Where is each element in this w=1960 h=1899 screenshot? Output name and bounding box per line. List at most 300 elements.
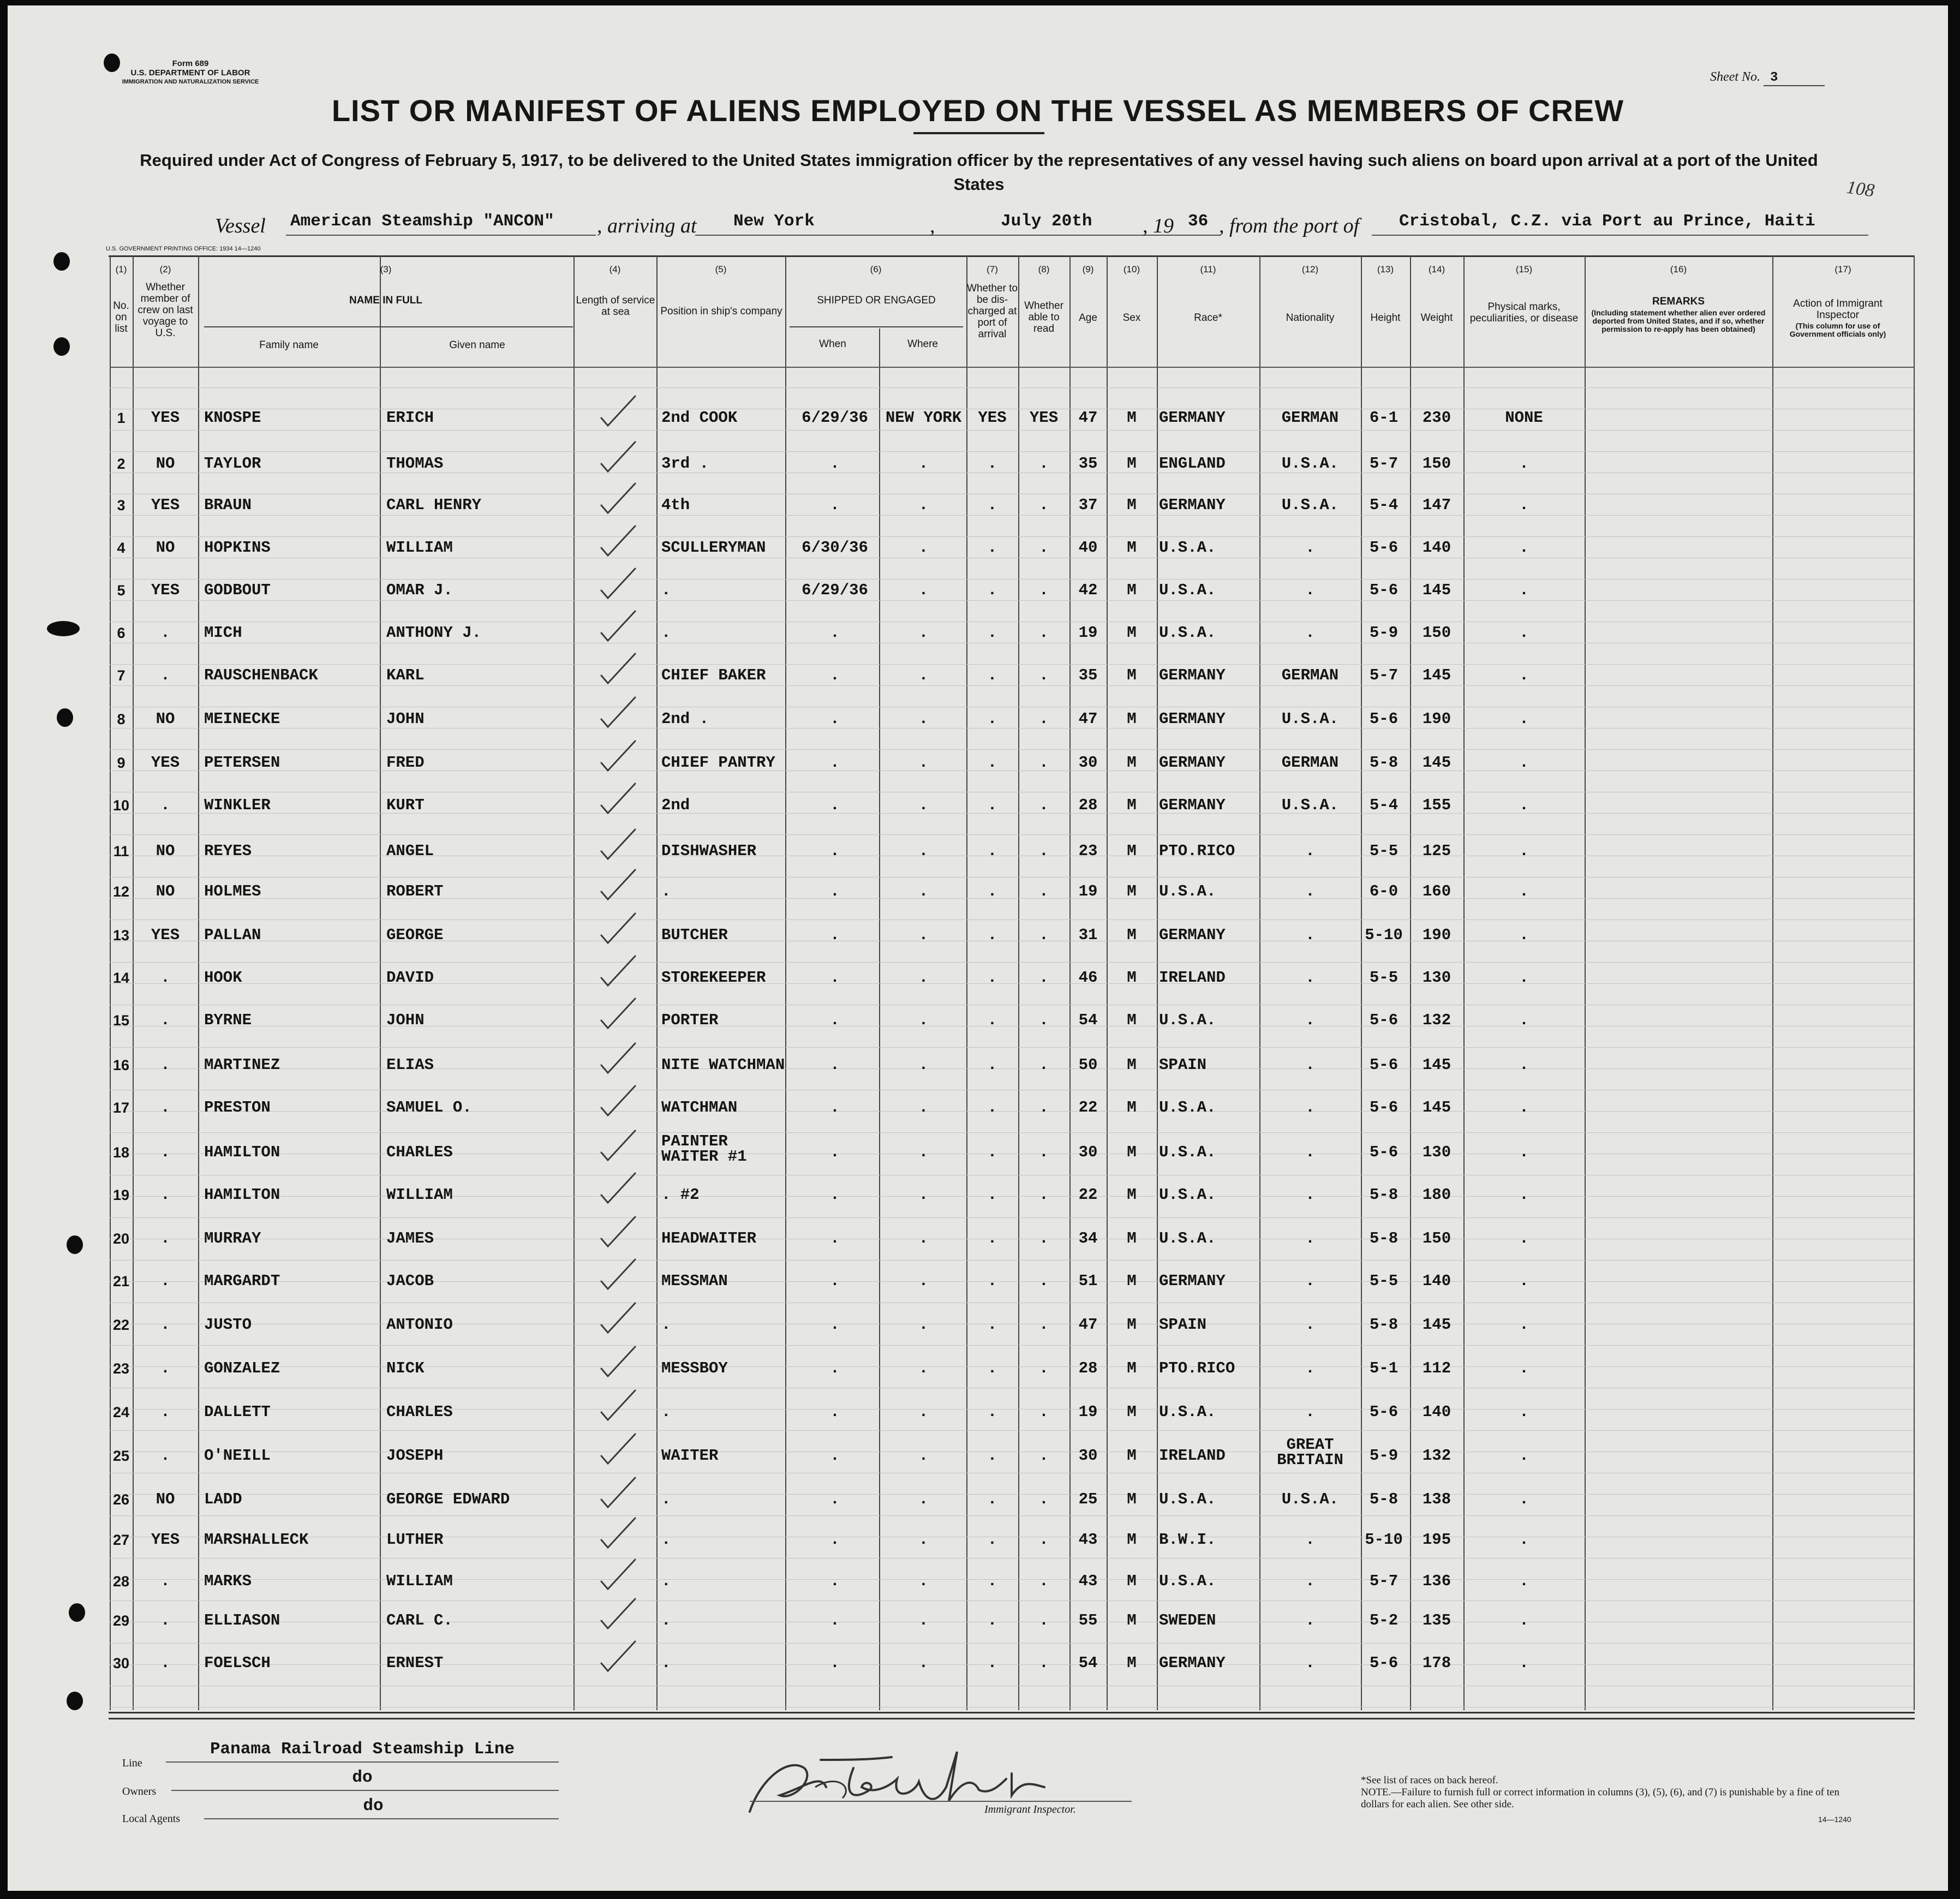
weight: 140 [1422, 1272, 1451, 1290]
discharged-flag: . [987, 969, 997, 987]
agents-value: do [363, 1796, 384, 1816]
family-name: JUSTO [204, 1316, 252, 1334]
position: WAITER [661, 1447, 719, 1465]
given-name: ELIAS [386, 1056, 434, 1074]
family-name: ELLIASON [204, 1611, 280, 1629]
sex: M [1127, 1186, 1137, 1204]
checkmark [601, 741, 635, 771]
age: 30 [1078, 754, 1098, 772]
weight: 190 [1422, 710, 1451, 728]
race: PTO.RICO [1159, 842, 1235, 860]
nationality: . [1305, 1572, 1315, 1590]
header-family-name: Family name [259, 339, 319, 351]
discharged-flag: . [987, 1056, 997, 1074]
position: CHIEF PANTRY [661, 754, 775, 772]
able-to-read-flag: YES [1029, 409, 1059, 427]
sex: M [1127, 1272, 1137, 1290]
position: 2nd . [661, 710, 709, 728]
nationality: . [1305, 1359, 1315, 1377]
given-name: GEORGE EDWARD [386, 1490, 510, 1508]
shipped-when: . [830, 1611, 840, 1629]
nationality: U.S.A. [1281, 496, 1339, 514]
race: GERMANY [1159, 796, 1226, 814]
shipped-when: 6/29/36 [802, 409, 868, 427]
vessel-name: American Steamship "ANCON" [286, 212, 596, 236]
given-name: CARL HENRY [386, 496, 482, 514]
checkmark [601, 1560, 635, 1589]
weight: 145 [1422, 1316, 1451, 1334]
height: 5-8 [1369, 1316, 1399, 1334]
position: 4th [661, 496, 690, 514]
position: . [661, 882, 671, 900]
sex: M [1127, 1447, 1137, 1465]
sex: M [1127, 539, 1137, 557]
age: 30 [1078, 1447, 1098, 1465]
physical-marks: . [1519, 624, 1529, 642]
race: GERMANY [1159, 1272, 1226, 1290]
header-remarks: REMARKS [1652, 296, 1705, 307]
height: 5-10 [1365, 1531, 1403, 1549]
weight: 136 [1422, 1572, 1451, 1590]
shipped-where: . [918, 1572, 929, 1590]
physical-marks: . [1519, 1447, 1529, 1465]
height: 5-7 [1369, 666, 1399, 684]
checkmark [601, 784, 635, 813]
arrival-date: July 20th [941, 212, 1219, 236]
race: B.W.I. [1159, 1531, 1216, 1549]
row-number: 14 [112, 970, 130, 986]
physical-marks: . [1519, 1098, 1529, 1116]
race: ENGLAND [1159, 455, 1226, 473]
given-name: JOHN [386, 710, 425, 728]
nationality-secondary: BRITAIN [1277, 1451, 1343, 1469]
shipped-where: . [918, 1011, 929, 1029]
sex: M [1127, 1011, 1137, 1029]
height: 5-2 [1369, 1611, 1399, 1629]
shipped-where: . [918, 539, 929, 557]
family-name: MEINECKE [204, 710, 280, 728]
weight: 155 [1422, 796, 1451, 814]
shipped-where: . [918, 1531, 929, 1549]
header-sex: Sex [1122, 312, 1141, 324]
crew-member-flag: . [160, 1229, 170, 1247]
header-able-to-read: Whether able to read [1024, 300, 1063, 335]
checkmark [601, 956, 635, 986]
position: . [661, 1654, 671, 1672]
checkmark [601, 1641, 635, 1671]
physical-marks: . [1519, 1403, 1529, 1421]
age: 37 [1078, 496, 1098, 514]
crew-member-flag: . [160, 1654, 170, 1672]
discharged-flag: . [987, 1531, 997, 1549]
checkmark [601, 1518, 635, 1548]
header-physical-marks: Physical marks, peculiarities, or disease [1469, 301, 1579, 324]
shipped-when: . [830, 1011, 840, 1029]
shipped-where: . [918, 796, 929, 814]
row-number: 12 [112, 883, 130, 900]
given-name: DAVID [386, 969, 434, 987]
position: DISHWASHER [661, 842, 757, 860]
position: 2nd COOK [661, 409, 738, 427]
able-to-read-flag: . [1039, 1403, 1049, 1421]
discharged-flag: . [987, 1359, 997, 1377]
shipped-where: . [918, 1403, 929, 1421]
checkmark [601, 396, 635, 426]
age: 19 [1078, 882, 1098, 900]
family-name: MICH [204, 624, 242, 642]
weight: 145 [1422, 1056, 1451, 1074]
height: 6-0 [1369, 882, 1399, 900]
height: 5-6 [1369, 1654, 1399, 1672]
form-code: 14—1240 [1818, 1815, 1851, 1824]
given-name: ANGEL [386, 842, 434, 860]
physical-marks: . [1519, 1359, 1529, 1377]
weight: 125 [1422, 842, 1451, 860]
sex: M [1127, 1654, 1137, 1672]
sex: M [1127, 455, 1137, 473]
position: NITE WATCHMAN [661, 1056, 785, 1074]
crew-member-flag: . [160, 1359, 170, 1377]
able-to-read-flag: . [1039, 1447, 1049, 1465]
discharged-flag: . [987, 1229, 997, 1247]
column-number: (11) [1200, 264, 1216, 274]
able-to-read-flag: . [1039, 1531, 1049, 1549]
nationality: . [1305, 969, 1315, 987]
nationality: . [1305, 1316, 1315, 1334]
shipped-when: . [830, 1229, 840, 1247]
discharged-flag: . [987, 1272, 997, 1290]
family-name: RAUSCHENBACK [204, 666, 318, 684]
shipped-when: . [830, 1056, 840, 1074]
family-name: PETERSEN [204, 754, 280, 772]
height: 5-9 [1369, 1447, 1399, 1465]
shipped-where: . [918, 1056, 929, 1074]
race: IRELAND [1159, 969, 1226, 987]
discharged-flag: . [987, 1098, 997, 1116]
height: 5-6 [1369, 1098, 1399, 1116]
header-where: Where [907, 338, 938, 350]
family-name: MARTINEZ [204, 1056, 280, 1074]
shipped-where: . [918, 624, 929, 642]
able-to-read-flag: . [1039, 666, 1049, 684]
given-name: ERNEST [386, 1654, 444, 1672]
penalty-note: NOTE.—Failure to furnish full or correct information in columns (3), (5), (6), and (7) is punishable by a fine of ten dollars for each alien. See other side. [1361, 1787, 1839, 1810]
given-name: FRED [386, 754, 425, 772]
position: PORTER [661, 1011, 719, 1029]
crew-member-flag: NO [156, 539, 175, 557]
race: GERMANY [1159, 710, 1226, 728]
position: STOREKEEPER [661, 969, 766, 987]
header-action-note: (This column for use of Government officials only) [1789, 321, 1886, 338]
crew-member-flag: YES [151, 926, 180, 944]
age: 40 [1078, 539, 1098, 557]
crew-member-flag: . [160, 796, 170, 814]
race: U.S.A. [1159, 1403, 1216, 1421]
row-number: 21 [112, 1273, 130, 1289]
age: 25 [1078, 1490, 1098, 1508]
given-name: WILLIAM [386, 1186, 453, 1204]
nationality: . [1305, 1098, 1315, 1116]
discharged-flag: . [987, 1654, 997, 1672]
weight: 178 [1422, 1654, 1451, 1672]
sex: M [1127, 969, 1137, 987]
manifest-sheet [8, 5, 1948, 1891]
row-number: 20 [112, 1231, 130, 1247]
weight: 160 [1422, 882, 1451, 900]
height: 5-7 [1369, 1572, 1399, 1590]
shipped-where: . [918, 1316, 929, 1334]
age: 54 [1078, 1654, 1098, 1672]
sex: M [1127, 842, 1137, 860]
agents-label: Local Agents [122, 1813, 181, 1825]
nationality: . [1305, 1011, 1315, 1029]
family-name: PRESTON [204, 1098, 271, 1116]
able-to-read-flag: . [1039, 710, 1049, 728]
sex: M [1127, 1611, 1137, 1629]
shipped-where: . [918, 969, 929, 987]
position: SCULLERYMAN [661, 539, 766, 557]
row-number: 18 [112, 1144, 130, 1161]
service-checkmarks [8, 5, 1948, 1891]
sex: M [1127, 1403, 1137, 1421]
nationality: . [1305, 539, 1315, 557]
physical-marks: . [1519, 1229, 1529, 1247]
age: 54 [1078, 1011, 1098, 1029]
physical-marks: . [1519, 842, 1529, 860]
height: 5-1 [1369, 1359, 1399, 1377]
given-name: KARL [386, 666, 425, 684]
nationality: GREAT [1286, 1436, 1334, 1454]
able-to-read-flag: . [1039, 1011, 1049, 1029]
height: 5-9 [1369, 624, 1399, 642]
shipped-when: . [830, 710, 840, 728]
family-name: GONZALEZ [204, 1359, 280, 1377]
row-number: 22 [112, 1317, 130, 1333]
age: 46 [1078, 969, 1098, 987]
family-name: REYES [204, 842, 252, 860]
height: 5-6 [1369, 539, 1399, 557]
age: 19 [1078, 1403, 1098, 1421]
sheet-number-value: 3 [1764, 70, 1825, 86]
shipped-where: . [918, 754, 929, 772]
age: 23 [1078, 842, 1098, 860]
page-subtitle: Required under Act of Congress of February 5, 1917, to be delivered to the United States immigration officer by the representatives of any vessel having such aliens on board upon arrival at a port of the United States [140, 151, 1818, 194]
given-name: WILLIAM [386, 539, 453, 557]
sex: M [1127, 796, 1137, 814]
physical-marks: . [1519, 1143, 1529, 1161]
header-no-on-list: No. on list [113, 300, 129, 335]
sex: M [1127, 496, 1137, 514]
able-to-read-flag: . [1039, 455, 1049, 473]
crew-member-flag: . [160, 1056, 170, 1074]
family-name: KNOSPE [204, 409, 261, 427]
height: 5-5 [1369, 1272, 1399, 1290]
weight: 140 [1422, 539, 1451, 557]
crew-member-flag: NO [156, 710, 175, 728]
form-number: Form 689 [172, 59, 209, 68]
family-name: HAMILTON [204, 1143, 280, 1161]
crew-member-flag: YES [151, 409, 180, 427]
line-rule [166, 1761, 559, 1763]
column-number: (6) [870, 264, 882, 274]
age: 47 [1078, 1316, 1098, 1334]
discharged-flag: . [987, 1186, 997, 1204]
physical-marks: . [1519, 754, 1529, 772]
position: BUTCHER [661, 926, 728, 944]
able-to-read-flag: . [1039, 926, 1049, 944]
able-to-read-flag: . [1039, 1490, 1049, 1508]
shipped-when: . [830, 1186, 840, 1204]
position-secondary: WAITER #1 [661, 1148, 747, 1166]
family-name: MURRAY [204, 1229, 261, 1247]
family-name: GODBOUT [204, 581, 271, 599]
checkmark [601, 697, 635, 727]
crew-member-flag: . [160, 666, 170, 684]
physical-marks: . [1519, 455, 1529, 473]
age: 51 [1078, 1272, 1098, 1290]
age: 28 [1078, 1359, 1098, 1377]
position: PAINTER [661, 1132, 728, 1150]
shipped-when: . [830, 666, 840, 684]
race: U.S.A. [1159, 539, 1216, 557]
row-number: 28 [112, 1573, 130, 1590]
age: 47 [1078, 409, 1098, 427]
crew-member-flag: . [160, 1011, 170, 1029]
agents-rule [204, 1818, 559, 1819]
weight: 145 [1422, 754, 1451, 772]
discharged-flag: . [987, 539, 997, 557]
checkmark [601, 1599, 635, 1628]
header-whether-member: Whether member of crew on last voyage to U.S. [138, 282, 193, 339]
owners-label: Owners [122, 1785, 157, 1798]
given-name: ROBERT [386, 882, 444, 900]
checkmark [601, 1131, 635, 1160]
given-name: ANTHONY J. [386, 624, 482, 642]
shipped-where: . [918, 1490, 929, 1508]
row-number: 5 [117, 582, 126, 599]
checkmark [601, 1434, 635, 1464]
from-port-label: , from the port of [1219, 214, 1360, 237]
row-number: 6 [117, 625, 126, 641]
checkmark [601, 1347, 635, 1376]
crew-member-flag: . [160, 1098, 170, 1116]
family-name: PALLAN [204, 926, 261, 944]
weight: 130 [1422, 969, 1451, 987]
checkmark [601, 1043, 635, 1073]
shipped-when: . [830, 1403, 840, 1421]
sex: M [1127, 1229, 1137, 1247]
family-name: DALLETT [204, 1403, 271, 1421]
nationality: . [1305, 1229, 1315, 1247]
crew-member-flag: . [160, 1611, 170, 1629]
checkmark [601, 483, 635, 513]
able-to-read-flag: . [1039, 1359, 1049, 1377]
sex: M [1127, 1316, 1137, 1334]
weight: 145 [1422, 581, 1451, 599]
nationality: . [1305, 1186, 1315, 1204]
shipped-when: . [830, 969, 840, 987]
discharged-flag: . [987, 624, 997, 642]
able-to-read-flag: . [1039, 496, 1049, 514]
column-number: (3) [380, 264, 392, 274]
header-weight: Weight [1420, 312, 1453, 324]
header-length-of-service: Length of service at sea [576, 295, 655, 318]
from-port: Cristobal, C.Z. via Port au Prince, Haiti [1372, 212, 1868, 236]
row-number: 2 [117, 456, 126, 472]
row-number: 27 [112, 1532, 130, 1548]
footer-rule [109, 1718, 1915, 1719]
sex: M [1127, 926, 1137, 944]
age: 35 [1078, 455, 1098, 473]
sex: M [1127, 1572, 1137, 1590]
column-number: (1) [115, 264, 127, 274]
header-race: Race* [1194, 312, 1222, 324]
race: GERMANY [1159, 1654, 1226, 1672]
weight: 230 [1422, 409, 1451, 427]
family-name: MARKS [204, 1572, 252, 1590]
discharged-flag: . [987, 666, 997, 684]
height: 5-7 [1369, 455, 1399, 473]
checkmark [601, 829, 635, 859]
height: 5-8 [1369, 754, 1399, 772]
crew-member-flag: . [160, 1447, 170, 1465]
sex: M [1127, 1531, 1137, 1549]
discharged-flag: . [987, 882, 997, 900]
family-name: HOOK [204, 969, 242, 987]
line-label: Line [122, 1757, 142, 1769]
row-number: 23 [112, 1360, 130, 1377]
arriving-label: , arriving at [597, 214, 697, 237]
nationality: . [1305, 1272, 1315, 1290]
shipped-where: . [918, 1359, 929, 1377]
physical-marks: . [1519, 1490, 1529, 1508]
inspector-rule [750, 1801, 1132, 1802]
discharged-flag: . [987, 754, 997, 772]
printing-office-note: U.S. GOVERNMENT PRINTING OFFICE: 1934 14—1240 [106, 246, 261, 252]
height: 5-6 [1369, 1403, 1399, 1421]
column-number: (14) [1428, 264, 1445, 274]
able-to-read-flag: . [1039, 1056, 1049, 1074]
row-number: 3 [117, 497, 126, 513]
nationality: . [1305, 1403, 1315, 1421]
sheet-number-label: Sheet No. [1710, 70, 1760, 84]
family-name: MARSHALLECK [204, 1531, 309, 1549]
height: 5-4 [1369, 796, 1399, 814]
sex: M [1127, 1490, 1137, 1508]
year-prefix: , 19 [1143, 214, 1174, 237]
discharged-flag: . [987, 842, 997, 860]
physical-marks: . [1519, 1572, 1529, 1590]
handwritten-page-number: 108 [1845, 177, 1876, 201]
nationality: U.S.A. [1281, 1490, 1339, 1508]
row-number: 13 [112, 927, 130, 943]
physical-marks: . [1519, 882, 1529, 900]
shipped-where: NEW YORK [885, 409, 962, 427]
column-number: (7) [987, 264, 998, 274]
weight: 150 [1422, 1229, 1451, 1247]
age: 19 [1078, 624, 1098, 642]
able-to-read-flag: . [1039, 1272, 1049, 1290]
shipped-where: . [918, 581, 929, 599]
position: . [661, 1490, 671, 1508]
age: 30 [1078, 1143, 1098, 1161]
row-number: 26 [112, 1491, 130, 1508]
header-nationality: Nationality [1286, 312, 1335, 324]
checkmark [601, 569, 635, 598]
age: 28 [1078, 796, 1098, 814]
owners-value: do [352, 1768, 373, 1787]
height: 5-8 [1369, 1490, 1399, 1508]
